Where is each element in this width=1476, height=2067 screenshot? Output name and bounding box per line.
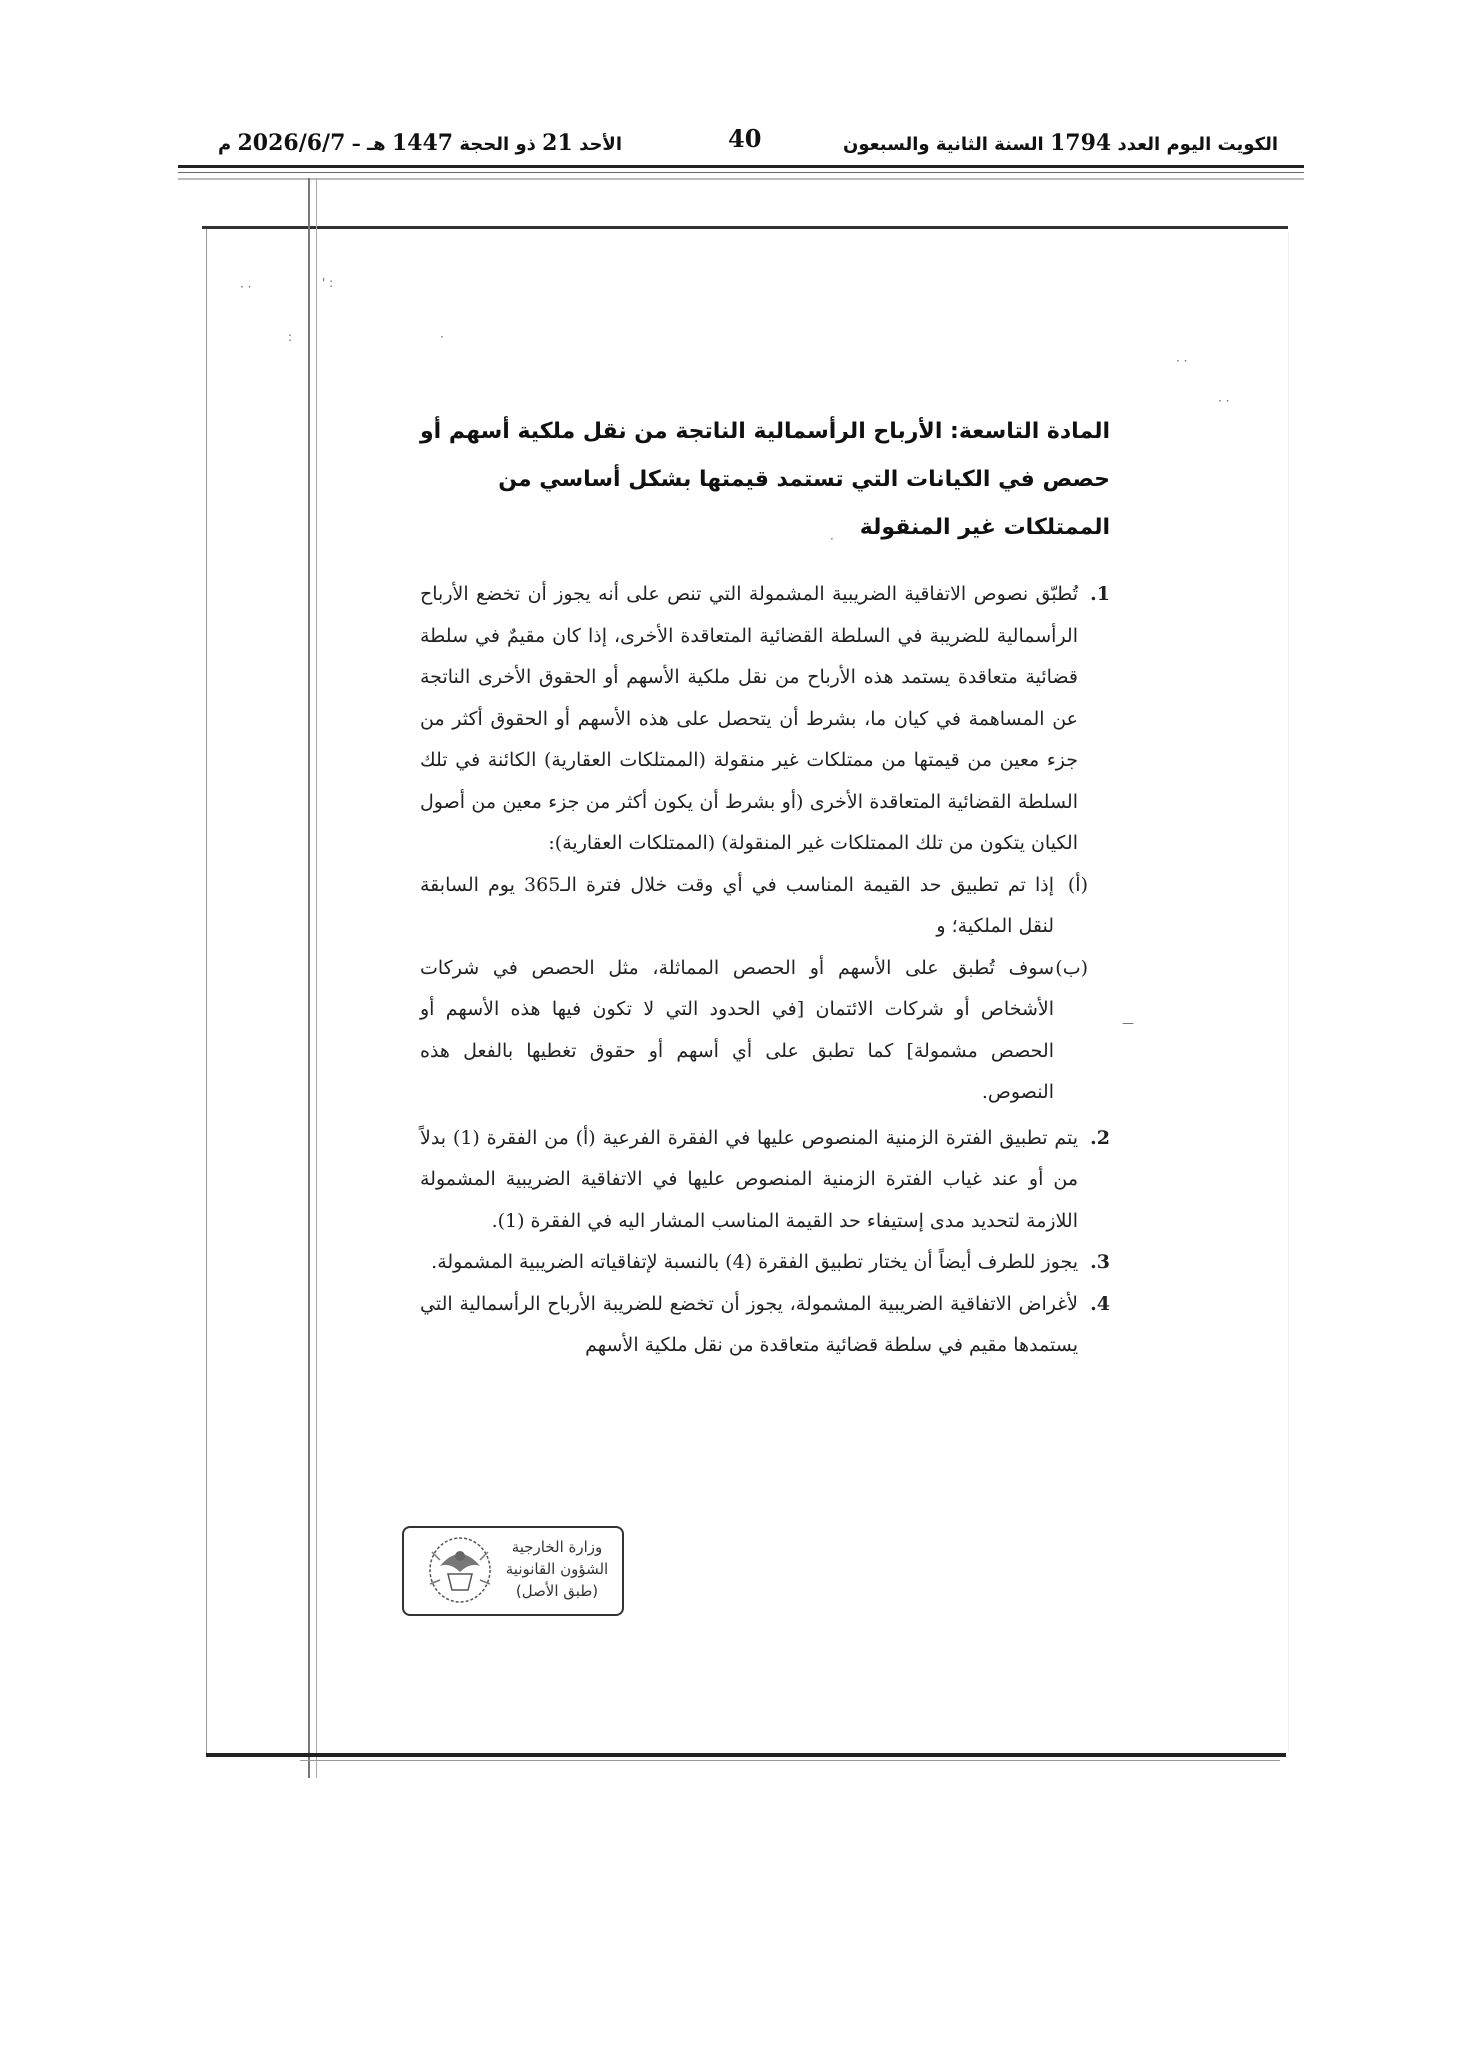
subparagraph-a [420,865,1088,948]
ministry-certification-stamp [402,1526,624,1616]
header-publication-info [843,130,1278,156]
scan-left-margin-line [308,178,310,1778]
scan-left-margin-line-2 [316,178,317,1778]
page-header [218,120,1278,160]
paragraph-4 [420,1284,1110,1367]
paragraph-text: تُطبّق نصوص الاتفاقية الضريبية المشمولة التي تنص على أنه يجوز أن تخضع الأرباح الرأسمالية للضريبة في السلطة القضائية المتعاقدة الأخرى، إذا كان مقيمٌ في سلطة قضائية متعاقدة يستمد هذه الأرباح من نقل ملكية الأسهم أو الحقوق الأخرى الناتجة عن المساهمة في كيان ما، بشرط أن يتحصل على هذه الأسهم أو الحقوق أكثر من جزء معين من قيمتها من ممتلكات غير منقولة (الممتلكات العقارية) الكائنة في تلك السلطة القضائية المتعاقدة الأخرى (أو بشرط أن يكون أكثر من جزء معين من أصول الكيان يتكون من تلك الممتلكات غير المنقولة) (الممتلكات العقارية): [420,583,1078,854]
header-rule-thick [178,165,1304,168]
article-title: المادة التاسعة: الأرباح الرأسمالية الناتجة من نقل ملكية أسهم أو حصص في الكيانات التي تستمد قيمتها بشكل أساسي من الممتلكات غير المنقولة [419,419,1110,540]
subparagraph-b [420,948,1088,1114]
gregorian-suffix: م [218,134,232,155]
subparagraph-text: سوف تُطبق على الأسهم أو الحصص المماثلة، مثل الحصص في شركات الأشخاص أو شركات الائتمان [في الحدود التي لا تكون فيها هذه الأسهم أو الحصص مشمولة] كما تطبق على أي أسهم أو حقوق تغطيها بالفعل هذه النصوص. [420,956,1054,1103]
scan-left-edge [206,229,207,1757]
paragraph-text: يتم تطبيق الفترة الزمنية المنصوص عليها في الفقرة الفرعية (أ) من الفقرة (1) بدلاً من أو عند غياب الفترة الزمنية المنصوص عليها في الاتفاقية الضريبية المشمولة اللازمة لتحديد مدى إستيفاء حد القيمة المناسب المشار اليه في الفقرة (1). [420,1126,1078,1232]
stamp-line-1: وزارة الخارجية [511,1538,603,1556]
header-date [218,130,622,156]
issue-number: 1794 [1049,130,1112,156]
hijri-month: ذو الحجة [459,134,536,155]
year-text: السنة الثانية والسبعون [842,134,1044,155]
paragraph-number: 2. [1090,1126,1110,1149]
paragraph-number: 1. [1090,583,1110,605]
stamp-line-2: الشؤون القانونية [505,1560,609,1578]
header-rule-thin [178,172,1304,173]
day-name: الأحد [579,134,623,155]
page-number: 40 [728,124,762,153]
state-emblem-icon [410,1532,506,1608]
paragraph-text: يجوز للطرف أيضاً أن يختار تطبيق الفقرة (4) بالنسبة لإتفاقياته الضريبية المشمولة. [431,1251,1078,1273]
stamp-text [502,1536,612,1602]
hijri-day: 21 [542,130,573,156]
hijri-year: 1447 [391,130,454,156]
paragraph-1 [420,574,1110,865]
scan-right-edge [1288,232,1289,1752]
scan-bottom-border-faint [300,1760,1280,1761]
header-rule-faint [178,178,1304,180]
article-body [420,408,1110,1367]
gregorian-date: 2026/6/7 [237,130,346,156]
paragraph-3 [420,1242,1110,1284]
subparagraph-label: (أ) [1067,873,1088,896]
stamp-line-3: (طبق الأصل) [515,1582,599,1600]
paragraph-number: 3. [1090,1251,1110,1273]
subparagraph-text: إذا تم تطبيق حد القيمة المناسب في أي وقت خلال فترة الـ365 يوم السابقة لنقل الملكية؛ و [420,873,1054,937]
scan-top-border [202,226,1288,229]
issue-label: العدد [1117,134,1161,155]
paragraph-number: 4. [1090,1292,1110,1315]
hijri-suffix: هـ – [351,134,386,155]
paragraph-text: لأغراض الاتفاقية الضريبية المشمولة، يجوز أن تخضع للضريبة الأرباح الرأسمالية التي يستمدها مقيم في سلطة قضائية متعاقدة من نقل ملكية الأسهم [420,1292,1078,1356]
scan-bottom-border [206,1753,1286,1757]
subparagraph-label: (ب) [1055,956,1088,979]
publication-name: الكويت اليوم [1166,134,1278,155]
paragraph-2 [420,1118,1110,1243]
